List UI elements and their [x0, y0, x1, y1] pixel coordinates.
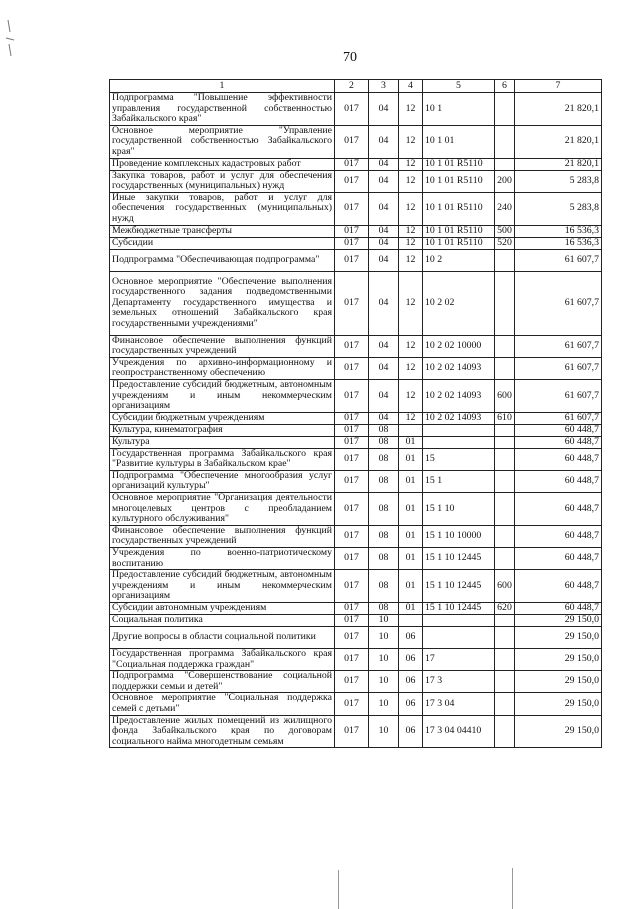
subsection-cell: 12	[399, 93, 423, 126]
row-name-cell: Подпрограмма "Совершенствование социальной поддержки семьи и детей"	[110, 671, 335, 693]
expense-type-cell	[495, 615, 515, 627]
section-cell: 10	[369, 715, 399, 748]
section-cell: 04	[369, 379, 399, 412]
table-row	[110, 424, 602, 436]
table-row	[110, 357, 602, 379]
amount-cell: 29 150,0	[515, 715, 602, 748]
table-row	[110, 271, 602, 335]
subsection-cell: 12	[399, 225, 423, 237]
subsection-cell: 06	[399, 715, 423, 748]
target-article-cell: 17	[423, 649, 495, 671]
section-cell: 08	[369, 424, 399, 436]
row-name-cell: Субсидии	[110, 237, 335, 249]
subsection-cell: 06	[399, 671, 423, 693]
ministry-code-cell: 017	[335, 671, 369, 693]
amount-cell: 29 150,0	[515, 615, 602, 627]
section-cell: 10	[369, 693, 399, 715]
section-cell: 04	[369, 93, 399, 126]
subsection-cell: 12	[399, 379, 423, 412]
target-article-cell: 10 1 01	[423, 125, 495, 158]
expense-type-cell	[495, 357, 515, 379]
section-cell: 08	[369, 525, 399, 547]
subsection-cell: 12	[399, 249, 423, 271]
table-row	[110, 192, 602, 225]
ministry-code-cell: 017	[335, 436, 369, 448]
amount-cell: 60 448,7	[515, 470, 602, 492]
ministry-code-cell: 017	[335, 225, 369, 237]
expense-type-cell	[495, 548, 515, 570]
table-row	[110, 125, 602, 158]
ministry-code-cell: 017	[335, 412, 369, 424]
expense-type-cell: 600	[495, 570, 515, 603]
ministry-code-cell: 017	[335, 93, 369, 126]
table-row	[110, 615, 602, 627]
table-row	[110, 170, 602, 192]
expense-type-cell	[495, 424, 515, 436]
ministry-code-cell: 017	[335, 570, 369, 603]
column-header: 5	[423, 80, 495, 93]
target-article-cell: 10 1 01 R5110	[423, 237, 495, 249]
expense-type-cell	[495, 715, 515, 748]
target-article-cell: 15	[423, 448, 495, 470]
table-row	[110, 379, 602, 412]
table-row	[110, 493, 602, 526]
section-cell: 04	[369, 271, 399, 335]
amount-cell: 61 607,7	[515, 357, 602, 379]
row-name-cell: Основное мероприятие "Организация деятельности многоцелевых центров с преобладанием культурного обслуживания"	[110, 493, 335, 526]
expense-type-cell	[495, 470, 515, 492]
section-cell: 04	[369, 357, 399, 379]
row-name-cell: Финансовое обеспечение выполнения функций государственных учреждений	[110, 525, 335, 547]
table-row	[110, 570, 602, 603]
table-row	[110, 470, 602, 492]
target-article-cell: 17 3 04	[423, 693, 495, 715]
amount-cell: 60 448,7	[515, 525, 602, 547]
target-article-cell	[423, 436, 495, 448]
subsection-cell: 12	[399, 158, 423, 170]
row-name-cell: Подпрограмма "Обеспечивающая подпрограмма"	[110, 249, 335, 271]
target-article-cell: 10 1	[423, 93, 495, 126]
target-article-cell: 15 1	[423, 470, 495, 492]
table-row	[110, 237, 602, 249]
table-row	[110, 249, 602, 271]
row-name-cell: Проведение комплексных кадастровых работ	[110, 158, 335, 170]
ministry-code-cell: 017	[335, 170, 369, 192]
amount-cell: 61 607,7	[515, 249, 602, 271]
ministry-code-cell: 017	[335, 548, 369, 570]
subsection-cell: 12	[399, 412, 423, 424]
row-name-cell: Предоставление жилых помещений из жилищного фонда Забайкальского края по договорам социального найма многодетным семьям	[110, 715, 335, 748]
expense-type-cell: 200	[495, 170, 515, 192]
section-cell: 10	[369, 627, 399, 649]
subsection-cell	[399, 424, 423, 436]
row-name-cell: Учреждения по архивно-информационному и геопространственному обеспечению	[110, 357, 335, 379]
table-row	[110, 335, 602, 357]
ministry-code-cell: 017	[335, 424, 369, 436]
ministry-code-cell: 017	[335, 470, 369, 492]
budget-table	[109, 79, 602, 748]
section-cell: 04	[369, 237, 399, 249]
target-article-cell: 10 1 01 R5110	[423, 158, 495, 170]
ministry-code-cell: 017	[335, 448, 369, 470]
subsection-cell: 12	[399, 170, 423, 192]
amount-cell: 21 820,1	[515, 93, 602, 126]
section-cell: 10	[369, 649, 399, 671]
expense-type-cell: 610	[495, 412, 515, 424]
subsection-cell: 06	[399, 627, 423, 649]
subsection-cell: 01	[399, 570, 423, 603]
table-body	[110, 93, 602, 748]
section-cell: 10	[369, 671, 399, 693]
amount-cell: 29 150,0	[515, 693, 602, 715]
scan-line	[338, 870, 339, 909]
section-cell: 04	[369, 125, 399, 158]
expense-type-cell: 520	[495, 237, 515, 249]
amount-cell: 5 283,8	[515, 170, 602, 192]
table-row	[110, 412, 602, 424]
ministry-code-cell: 017	[335, 379, 369, 412]
amount-cell: 60 448,7	[515, 570, 602, 603]
row-name-cell: Государственная программа Забайкальского края "Социальная поддержка граждан"	[110, 649, 335, 671]
row-name-cell: Предоставление субсидий бюджетным, автономным учреждениям и иным некоммерческим организациям	[110, 379, 335, 412]
amount-cell: 21 820,1	[515, 158, 602, 170]
section-cell: 04	[369, 412, 399, 424]
row-name-cell: Иные закупки товаров, работ и услуг для обеспечения государственных (муниципальных) нужд	[110, 192, 335, 225]
amount-cell: 16 536,3	[515, 225, 602, 237]
column-header: 7	[515, 80, 602, 93]
subsection-cell	[399, 615, 423, 627]
table-row	[110, 548, 602, 570]
table-row	[110, 93, 602, 126]
section-cell: 08	[369, 470, 399, 492]
expense-type-cell	[495, 93, 515, 126]
target-article-cell: 17 3	[423, 671, 495, 693]
subsection-cell: 01	[399, 603, 423, 615]
expense-type-cell	[495, 436, 515, 448]
amount-cell: 29 150,0	[515, 627, 602, 649]
amount-cell: 21 820,1	[515, 125, 602, 158]
subsection-cell: 06	[399, 649, 423, 671]
ministry-code-cell: 017	[335, 249, 369, 271]
target-article-cell: 10 2 02 14093	[423, 379, 495, 412]
subsection-cell: 01	[399, 448, 423, 470]
target-article-cell: 15 1 10 10000	[423, 525, 495, 547]
table-row	[110, 715, 602, 748]
ministry-code-cell: 017	[335, 335, 369, 357]
expense-type-cell	[495, 249, 515, 271]
section-cell: 08	[369, 548, 399, 570]
target-article-cell: 15 1 10 12445	[423, 548, 495, 570]
column-header: 4	[399, 80, 423, 93]
expense-type-cell: 620	[495, 603, 515, 615]
ministry-code-cell: 017	[335, 271, 369, 335]
ministry-code-cell: 017	[335, 125, 369, 158]
expense-type-cell: 600	[495, 379, 515, 412]
table-row	[110, 525, 602, 547]
subsection-cell: 01	[399, 548, 423, 570]
expense-type-cell: 240	[495, 192, 515, 225]
row-name-cell: Подпрограмма "Обеспечение многообразия услуг организаций культуры"	[110, 470, 335, 492]
amount-cell: 5 283,8	[515, 192, 602, 225]
expense-type-cell	[495, 271, 515, 335]
target-article-cell: 10 2	[423, 249, 495, 271]
table-row	[110, 448, 602, 470]
table-row	[110, 671, 602, 693]
amount-cell: 60 448,7	[515, 424, 602, 436]
row-name-cell: Другие вопросы в области социальной политики	[110, 627, 335, 649]
row-name-cell: Учреждения по военно-патриотическому воспитанию	[110, 548, 335, 570]
target-article-cell: 15 1 10 12445	[423, 570, 495, 603]
scan-line	[512, 868, 513, 909]
table-row	[110, 693, 602, 715]
amount-cell: 29 150,0	[515, 649, 602, 671]
expense-type-cell	[495, 671, 515, 693]
column-header: 1	[110, 80, 335, 93]
row-name-cell: Подпрограмма "Повышение эффективности управления государственной собственностью Забайкальского края"	[110, 93, 335, 126]
row-name-cell: Субсидии бюджетным учреждениям	[110, 412, 335, 424]
row-name-cell: Закупка товаров, работ и услуг для обеспечения государственных (муниципальных) нужд	[110, 170, 335, 192]
expense-type-cell	[495, 525, 515, 547]
subsection-cell: 06	[399, 693, 423, 715]
ministry-code-cell: 017	[335, 192, 369, 225]
subsection-cell: 12	[399, 237, 423, 249]
target-article-cell: 10 2 02	[423, 271, 495, 335]
section-cell: 08	[369, 493, 399, 526]
target-article-cell: 10 2 02 14093	[423, 357, 495, 379]
amount-cell: 60 448,7	[515, 548, 602, 570]
expense-type-cell	[495, 125, 515, 158]
ministry-code-cell: 017	[335, 357, 369, 379]
column-header: 3	[369, 80, 399, 93]
section-cell: 04	[369, 249, 399, 271]
amount-cell: 61 607,7	[515, 335, 602, 357]
column-header: 2	[335, 80, 369, 93]
target-article-cell: 10 1 01 R5110	[423, 192, 495, 225]
amount-cell: 29 150,0	[515, 671, 602, 693]
target-article-cell: 15 1 10 12445	[423, 603, 495, 615]
amount-cell: 61 607,7	[515, 412, 602, 424]
target-article-cell: 10 2 02 14093	[423, 412, 495, 424]
subsection-cell: 01	[399, 436, 423, 448]
column-header: 6	[495, 80, 515, 93]
table-row	[110, 158, 602, 170]
subsection-cell: 12	[399, 357, 423, 379]
target-article-cell: 10 1 01 R5110	[423, 225, 495, 237]
row-name-cell: Культура	[110, 436, 335, 448]
expense-type-cell	[495, 493, 515, 526]
amount-cell: 60 448,7	[515, 603, 602, 615]
amount-cell: 16 536,3	[515, 237, 602, 249]
target-article-cell: 15 1 10	[423, 493, 495, 526]
row-name-cell: Финансовое обеспечение выполнения функций государственных учреждений	[110, 335, 335, 357]
ministry-code-cell: 017	[335, 615, 369, 627]
target-article-cell: 10 2 02 10000	[423, 335, 495, 357]
section-cell: 04	[369, 170, 399, 192]
row-name-cell: Субсидии автономным учреждениям	[110, 603, 335, 615]
target-article-cell: 10 1 01 R5110	[423, 170, 495, 192]
amount-cell: 60 448,7	[515, 448, 602, 470]
ministry-code-cell: 017	[335, 649, 369, 671]
amount-cell: 61 607,7	[515, 379, 602, 412]
row-name-cell: Культура, кинематография	[110, 424, 335, 436]
page-number: 70	[343, 50, 357, 65]
table-row	[110, 649, 602, 671]
ministry-code-cell: 017	[335, 715, 369, 748]
section-cell: 04	[369, 192, 399, 225]
section-cell: 08	[369, 603, 399, 615]
target-article-cell: 17 3 04 04410	[423, 715, 495, 748]
subsection-cell: 12	[399, 192, 423, 225]
ministry-code-cell: 017	[335, 493, 369, 526]
section-cell: 08	[369, 570, 399, 603]
expense-type-cell: 500	[495, 225, 515, 237]
ministry-code-cell: 017	[335, 603, 369, 615]
table-row	[110, 603, 602, 615]
target-article-cell	[423, 424, 495, 436]
subsection-cell: 01	[399, 493, 423, 526]
amount-cell: 60 448,7	[515, 436, 602, 448]
ministry-code-cell: 017	[335, 525, 369, 547]
table-row	[110, 436, 602, 448]
ministry-code-cell: 017	[335, 237, 369, 249]
expense-type-cell	[495, 649, 515, 671]
table-header-row	[110, 80, 602, 93]
row-name-cell: Государственная программа Забайкальского края "Развитие культуры в Забайкальском крае"	[110, 448, 335, 470]
ministry-code-cell: 017	[335, 627, 369, 649]
ministry-code-cell: 017	[335, 693, 369, 715]
amount-cell: 61 607,7	[515, 271, 602, 335]
section-cell: 10	[369, 615, 399, 627]
subsection-cell: 12	[399, 335, 423, 357]
expense-type-cell	[495, 693, 515, 715]
subsection-cell: 12	[399, 271, 423, 335]
row-name-cell: Социальная политика	[110, 615, 335, 627]
table-row	[110, 627, 602, 649]
row-name-cell: Основное мероприятие "Обеспечение выполнения государственного задания подведомственными Департаменту государственного имущества и земельных отношений Забайкальского края государственными учреждениями"	[110, 271, 335, 335]
target-article-cell	[423, 627, 495, 649]
section-cell: 04	[369, 225, 399, 237]
row-name-cell: Межбюджетные трансферты	[110, 225, 335, 237]
expense-type-cell	[495, 158, 515, 170]
subsection-cell: 01	[399, 525, 423, 547]
ministry-code-cell: 017	[335, 158, 369, 170]
expense-type-cell	[495, 627, 515, 649]
amount-cell: 60 448,7	[515, 493, 602, 526]
target-article-cell	[423, 615, 495, 627]
section-cell: 04	[369, 335, 399, 357]
row-name-cell: Предоставление субсидий бюджетным, автономным учреждениям и иным некоммерческим организациям	[110, 570, 335, 603]
section-cell: 04	[369, 158, 399, 170]
section-cell: 08	[369, 436, 399, 448]
section-cell: 08	[369, 448, 399, 470]
subsection-cell: 12	[399, 125, 423, 158]
row-name-cell: Основное мероприятие "Управление государственной собственностью Забайкальского края"	[110, 125, 335, 158]
expense-type-cell	[495, 335, 515, 357]
subsection-cell: 01	[399, 470, 423, 492]
expense-type-cell	[495, 448, 515, 470]
table-row	[110, 225, 602, 237]
row-name-cell: Основное мероприятие "Социальная поддержка семей с детьми"	[110, 693, 335, 715]
